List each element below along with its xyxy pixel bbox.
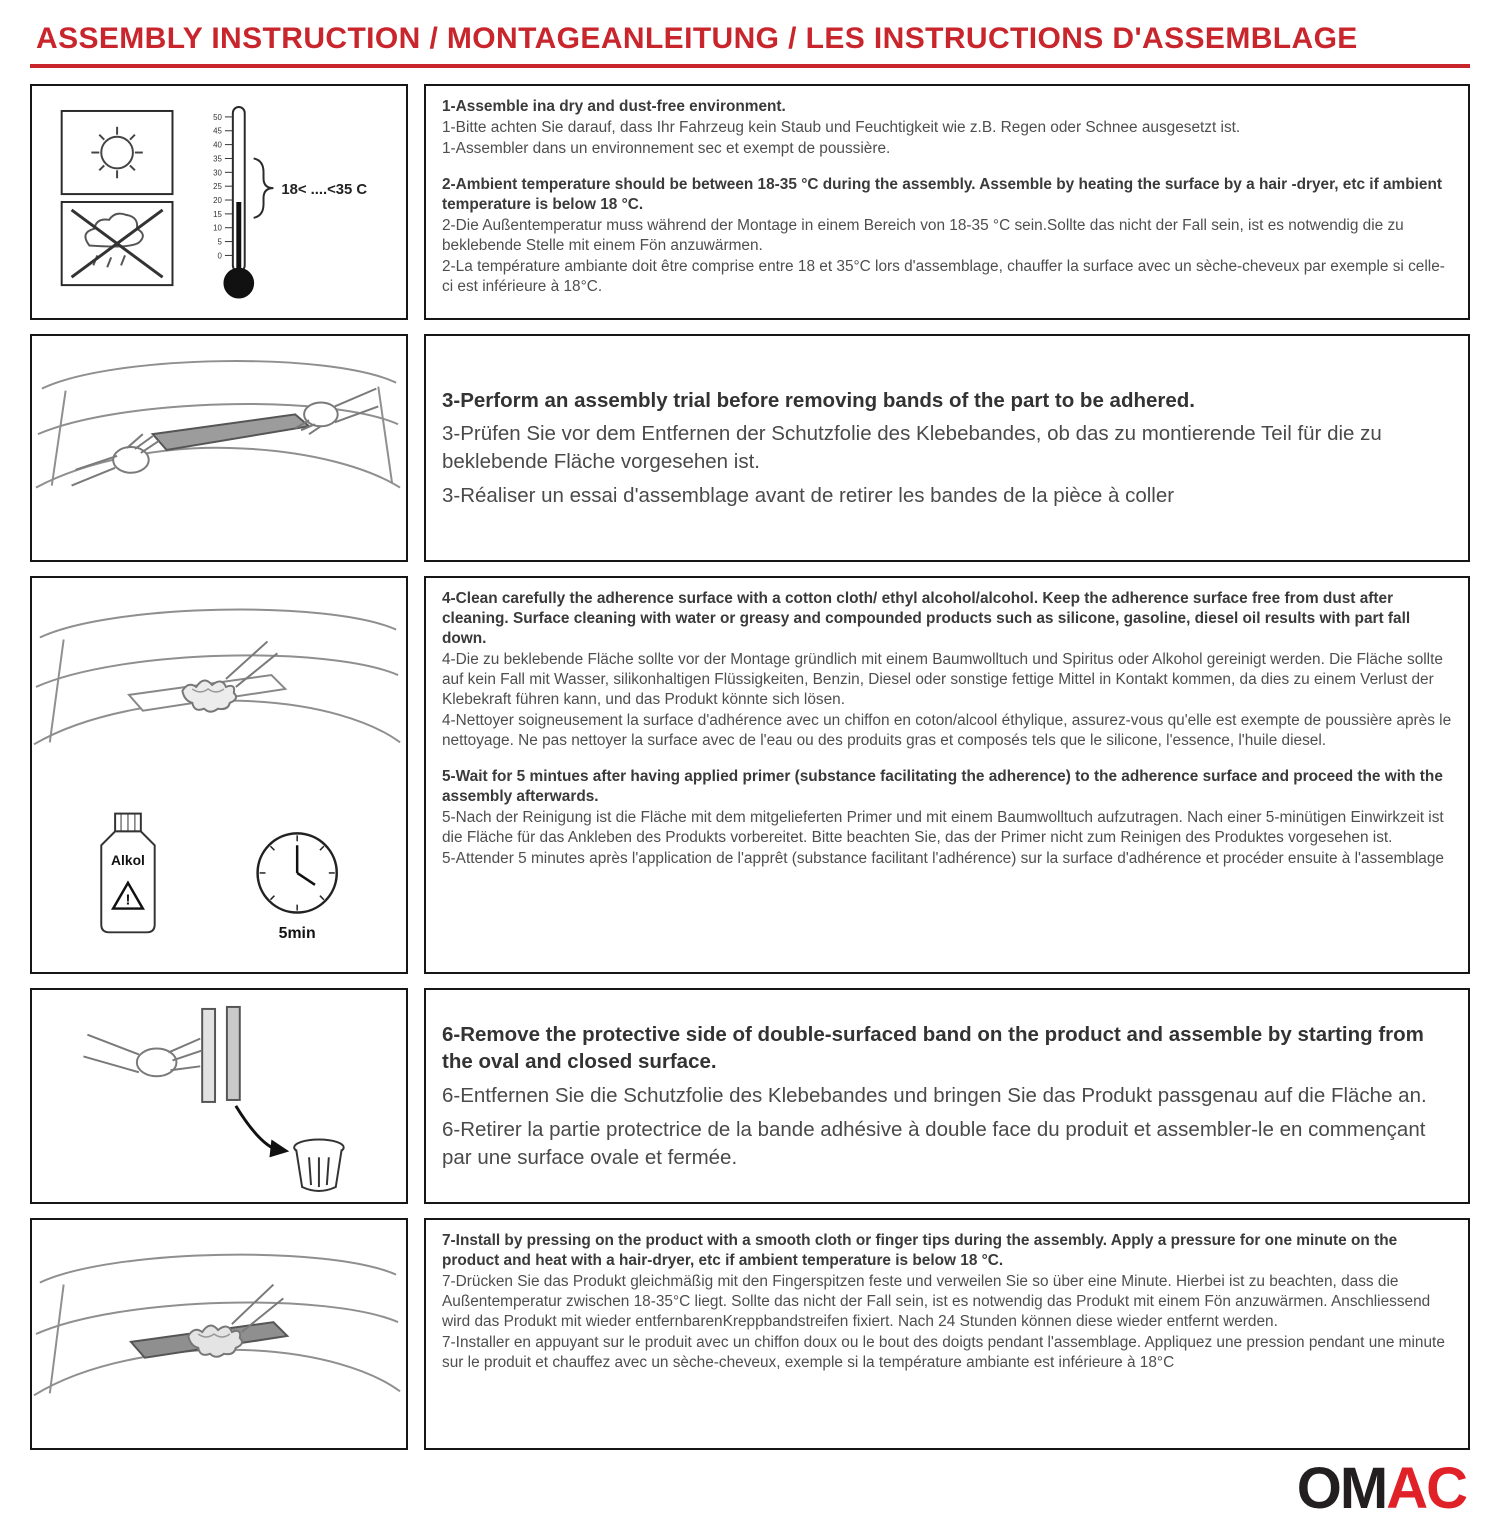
sill-trim-strip bbox=[153, 414, 309, 450]
svg-text:5: 5 bbox=[217, 237, 222, 247]
step-3-en: 3-Perform an assembly trial before removing bands of the part to be adhered. bbox=[442, 388, 1195, 412]
protective-strips bbox=[202, 1007, 240, 1102]
arrow-to-bin bbox=[236, 1106, 276, 1150]
step-4-en: 4-Clean carefully the adherence surface with a cotton cloth/ ethyl alcohol/alcohol. Keep the adherence surface free from dust after cleaning. Surface cleaning with water or greasy and compounded products such as silicone, gasoline, diesel oil results with part fall down. bbox=[442, 590, 1411, 648]
svg-text:35: 35 bbox=[213, 154, 222, 164]
range-brace bbox=[254, 158, 274, 217]
step-1-de: 1-Bitte achten Sie darauf, dass Ihr Fahrzeug kein Staub und Feuchtigkeit wie z.B. Regen oder Schnee ausgesetzt ist. bbox=[442, 119, 1241, 137]
wait-time-label: 5min bbox=[278, 925, 316, 943]
no-rain-icon bbox=[72, 210, 163, 277]
sun-box bbox=[62, 111, 173, 194]
step-5-en: 5-Wait for 5 mintues after having applied primer (substance facilitating the adherence) to the adherence surface and proceed the with the assembly afterwards. bbox=[442, 768, 1443, 806]
step-7-fr: 7-Installer en appuyant sur le produit avec un chiffon doux ou le bout des doigts pendant l'assemblage. Appliquez une pression pendant une minute sur le produit et chauffez avec un sèche-cheveux, exemple si la température ambiante est inférieure à 18°C bbox=[442, 1334, 1445, 1372]
step-4-de: 4-Die zu beklebende Fläche sollte vor der Montage gründlich mit einem Baumwolltuch und Spiritus oder Alkohol gereinigt werden. Die Fläche sollte auf kein Fall mit Wasser, silikonhaltigen Flüssigkeiten, Benzin, Diesel oder sonstige fettige Mittel in Kontakt kommen, da dies zu einem Verlust der Klebekraft führen kann, und das Produkt könnte sich lösen. bbox=[442, 651, 1443, 709]
svg-text:20: 20 bbox=[213, 195, 222, 205]
warning-exclamation: ! bbox=[125, 892, 131, 909]
step-1-2-text bbox=[424, 84, 1470, 320]
figure-dry-environment bbox=[30, 84, 408, 320]
temperature-range-label: 18< ....<35 C bbox=[281, 182, 368, 199]
step-6-text bbox=[424, 988, 1470, 1204]
svg-text:0: 0 bbox=[217, 251, 222, 261]
page-title: ASSEMBLY INSTRUCTION / MONTAGEANLEITUNG / LES INSTRUCTIONS D'ASSEMBLAGE bbox=[36, 22, 1358, 55]
remove-band-illustration bbox=[32, 990, 406, 1202]
right-hand-icon bbox=[295, 389, 378, 435]
step-1-fr: 1-Assembler dans un environnement sec et exempt de poussière. bbox=[442, 140, 891, 158]
svg-text:30: 30 bbox=[213, 168, 222, 178]
step-1-en: 1-Assemble ina dry and dust-free environment. bbox=[442, 98, 786, 115]
step-4-5-row bbox=[30, 576, 1470, 974]
step-4-5-text bbox=[424, 576, 1470, 974]
step-4-fr: 4-Nettoyer soigneusement la surface d'adhérence avec un chiffon en coton/alcool éthylique, assurez-vous qu'elle est exempte de poussière après le nettoyage. Ne pas nettoyer la surface avec de l'eau ou des produits gras et composés tels que le silicone, l'essence, l'huile diesel. bbox=[442, 712, 1452, 750]
step-5-fr: 5-Attender 5 minutes après l'application de l'apprêt (substance facilitant l'adhérence) sur la surface d'adhérence et procéder ensuite à l'assemblage bbox=[442, 850, 1444, 868]
figure-press-product bbox=[30, 1218, 408, 1450]
svg-text:10: 10 bbox=[213, 223, 222, 233]
figure-assembly-trial bbox=[30, 334, 408, 562]
no-rain-box bbox=[62, 202, 173, 285]
press-product-illustration bbox=[32, 1220, 406, 1448]
footer bbox=[30, 1456, 1470, 1521]
sun-icon bbox=[91, 127, 142, 178]
thermometer-icon bbox=[213, 107, 367, 298]
step-6-fr: 6-Retirer la partie protectrice de la bande adhésive à double face du produit et assembler-le en commençant par une surface ovale et fermée. bbox=[442, 1117, 1426, 1169]
step-3-text bbox=[424, 334, 1470, 562]
omac-logo-red-part: AC bbox=[1386, 1456, 1466, 1521]
step-5-de: 5-Nach der Reinigung ist die Fläche mit dem mitgelieferten Primer und mit einem Baumwolltuch aufzutragen. Nach einer 5-minütigen Einwirkzeit ist die Fläche für das Ankleben des Produkts vorbereitet. Bitte beachten Sie, das der Primer nicht zum Reinigen des Produktes vorgesehen ist. bbox=[442, 809, 1444, 847]
environment-illustration bbox=[32, 86, 406, 318]
svg-text:45: 45 bbox=[213, 126, 222, 136]
pressing-hand-icon bbox=[188, 1285, 283, 1357]
omac-logo-dark-part: OM bbox=[1296, 1456, 1387, 1521]
step-7-row bbox=[30, 1218, 1470, 1450]
step-3-fr: 3-Réaliser un essai d'assemblage avant de retirer les bandes de la pièce à coller bbox=[442, 483, 1175, 507]
figure-remove-band bbox=[30, 988, 408, 1204]
arrowhead bbox=[269, 1140, 289, 1158]
step-7-en: 7-Install by pressing on the product with a smooth cloth or finger tips during the assembly. Apply a pressure for one minute on the product and heat with a hair-dryer, etc if ambient temperature is below 18 °C. bbox=[442, 1232, 1398, 1270]
step-6-row bbox=[30, 988, 1470, 1204]
alcohol-bottle-icon bbox=[101, 814, 154, 933]
bottle-label: Alkol bbox=[111, 852, 145, 869]
step-2-en: 2-Ambient temperature should be between 18-35 °C during the assembly. Assemble by heating the surface by a hair -dryer, etc if ambient temperature is below 18 °C. bbox=[442, 176, 1442, 214]
clock-icon bbox=[258, 833, 337, 942]
clean-surface-illustration bbox=[32, 578, 406, 972]
step-6-de: 6-Entfernen Sie die Schutzfolie des Klebebandes und bringen Sie das Produkt passgenau auf die Fläche an. bbox=[442, 1084, 1427, 1108]
title-underline bbox=[30, 64, 1470, 68]
step-3-de: 3-Prüfen Sie vor dem Entfernen der Schutzfolie des Klebebandes, ob das zu montierende Teil für die zu beklebende Fläche vorgesehen ist. bbox=[442, 422, 1382, 473]
svg-text:40: 40 bbox=[213, 140, 222, 150]
svg-text:25: 25 bbox=[213, 182, 222, 192]
svg-text:15: 15 bbox=[213, 209, 222, 219]
step-7-de: 7-Drücken Sie das Produkt gleichmäßig mit den Fingerspitzen feste und verweilen Sie so über eine Minute. Hierbei ist zu beachten, dass die Außentemperatur zwischen 18-35°C liegt. Sollte das nicht der Fall sein, ist es notwendig das Produkt mit einem Fön anzuwärmen. Anschliessend wird das Produkt mit wieder entfernbarenKreppbandstreifen fixiert. Nach 24 Stunden können diese wieder entfernt werden. bbox=[442, 1273, 1431, 1331]
step-3-row bbox=[30, 334, 1470, 562]
omac-logo bbox=[1296, 1456, 1466, 1521]
left-hand-icon bbox=[72, 434, 159, 485]
step-2-fr: 2-La température ambiante doit être comprise entre 18 et 35°C lors d'assemblage, chauffer la surface avec un sèche-cheveux par exemple si celle-ci est inférieure à 18°C. bbox=[442, 258, 1445, 296]
figure-clean-surface bbox=[30, 576, 408, 974]
step-2-de: 2-Die Außentemperatur muss während der Montage in einem Bereich von 18-35 °C sein.Sollte das nicht der Fall sein, ist es notwendig die zu beklebende Stelle mit einem Fön anzuwärmen. bbox=[442, 217, 1404, 255]
trash-bin-icon bbox=[294, 1140, 343, 1191]
svg-text:50: 50 bbox=[213, 112, 222, 122]
step-1-2-row bbox=[30, 84, 1470, 320]
step-6-en: 6-Remove the protective side of double-surfaced band on the product and assemble by starting from the oval and closed surface. bbox=[442, 1022, 1424, 1074]
step-7-text bbox=[424, 1218, 1470, 1450]
assembly-trial-illustration bbox=[32, 336, 406, 560]
pulling-hand-icon bbox=[83, 1035, 202, 1077]
